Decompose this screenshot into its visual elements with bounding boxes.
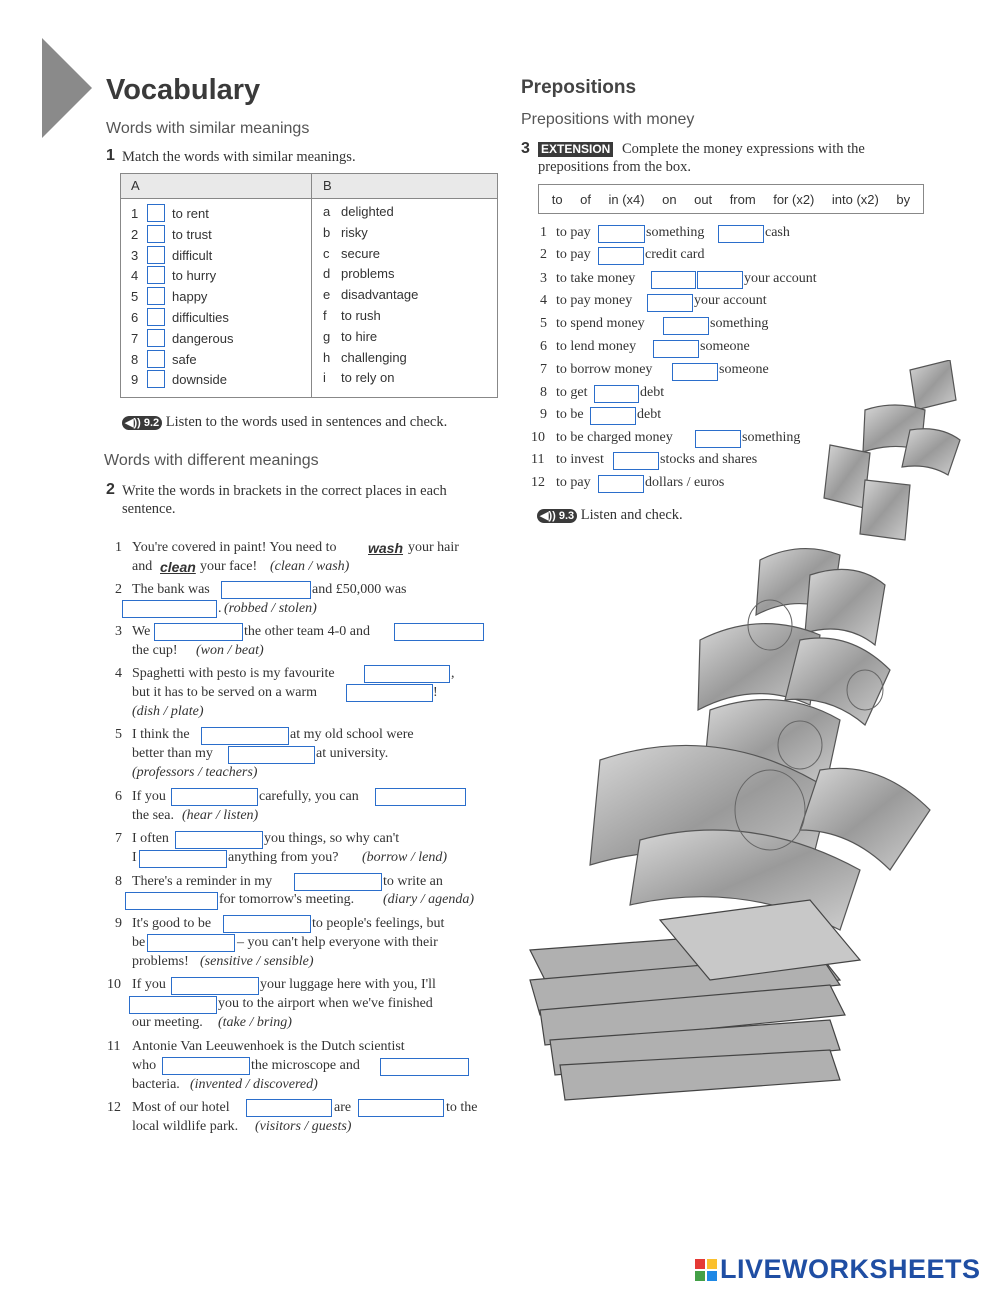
sentence-text: . <box>218 601 222 616</box>
answer-input[interactable] <box>346 684 433 702</box>
item-text: debt <box>640 385 665 400</box>
sentence-text: It's good to be <box>132 916 212 931</box>
column-b-word: to rely on <box>341 370 395 386</box>
answer-input[interactable] <box>697 271 743 289</box>
sentence-number: 4 <box>115 666 122 681</box>
audio-track-label: 9.3 <box>558 510 575 522</box>
item-number: 10 <box>531 430 545 445</box>
similar-meanings-subtitle: Words with similar meanings <box>106 120 310 137</box>
vocabulary-title: Vocabulary <box>106 74 261 106</box>
row-letter: a <box>323 204 331 219</box>
row-number: 2 <box>131 226 139 242</box>
extension-label: EXTENSION <box>538 142 613 157</box>
sentence-text: local wildlife park. <box>132 1119 239 1134</box>
item-text: something <box>710 316 769 331</box>
sentence-number: 9 <box>115 916 122 931</box>
answer-input[interactable] <box>246 1099 332 1117</box>
item-number: 9 <box>540 407 547 422</box>
word-hint: (clean / wash) <box>270 559 350 574</box>
item-text: someone <box>700 339 750 354</box>
exercise-1-number: 1 <box>106 147 115 164</box>
sentence-text: You're covered in paint! You need to <box>132 540 337 555</box>
sentence-text: our meeting. <box>132 1015 203 1030</box>
item-text: to pay <box>556 247 591 262</box>
audio-icon[interactable]: ◀)) 9.3 <box>537 509 577 523</box>
sentence-text: better than my <box>132 746 213 761</box>
item-text: to be <box>556 407 584 422</box>
column-b-word: to rush <box>341 308 381 323</box>
match-answer-box[interactable] <box>147 329 165 347</box>
answer-input[interactable] <box>651 271 696 289</box>
sentence-text: If you <box>132 789 166 804</box>
example-answer: wash <box>368 540 404 556</box>
item-text: to pay <box>556 225 591 240</box>
sentence-text: There's a reminder in my <box>132 874 273 889</box>
item-text: to get <box>556 385 588 400</box>
liveworksheets-logo <box>695 1254 981 1285</box>
match-answer-box[interactable] <box>147 225 165 243</box>
column-a-word: difficult <box>172 247 213 263</box>
example-answer: clean <box>160 559 196 575</box>
table-divider <box>311 174 312 397</box>
preposition-word-list <box>539 185 923 213</box>
row-letter: b <box>323 224 331 240</box>
column-b-word: challenging <box>341 349 407 365</box>
item-number: 7 <box>540 362 547 377</box>
word-hint: (robbed / stolen) <box>224 601 317 616</box>
answer-input[interactable] <box>122 600 217 618</box>
row-number: 9 <box>131 372 139 388</box>
item-number: 12 <box>531 475 545 490</box>
sentence-text: We <box>132 624 151 639</box>
sentence-text: , <box>451 666 455 681</box>
match-answer-box[interactable] <box>147 204 165 222</box>
table-header <box>121 174 497 199</box>
sentence-text: to the <box>446 1100 478 1115</box>
sentence-text: bacteria. <box>132 1077 180 1092</box>
item-number: 2 <box>540 247 547 262</box>
word-hint: (sensitive / sensible) <box>200 954 314 969</box>
sentence-text: the other team 4-0 and <box>244 624 370 639</box>
exercise-2-instruction-line1: Write the words in brackets in the correct places in each <box>122 483 447 499</box>
match-answer-box[interactable] <box>147 246 165 264</box>
sentence-number: 10 <box>107 977 121 992</box>
sentence-text: problems! <box>132 954 189 969</box>
sentence-text: Most of our hotel <box>132 1100 230 1115</box>
answer-input[interactable] <box>598 225 645 243</box>
item-text: stocks and shares <box>660 452 758 467</box>
column-a-word: happy <box>172 289 208 305</box>
answer-input[interactable] <box>598 247 644 265</box>
sentence-text: the microscope and <box>251 1058 360 1073</box>
word-hint: (visitors / guests) <box>255 1119 352 1134</box>
column-a-word: difficulties <box>172 310 229 325</box>
row-letter: d <box>323 266 331 282</box>
item-text: something <box>742 430 801 445</box>
answer-input[interactable] <box>375 788 466 806</box>
preposition-word: into (x2) <box>831 191 879 207</box>
word-hint: (take / bring) <box>218 1015 292 1030</box>
column-b-word: risky <box>341 224 368 240</box>
column-a-header: A <box>131 178 140 193</box>
answer-input[interactable] <box>125 892 218 910</box>
row-number: 1 <box>131 206 139 221</box>
answer-input[interactable] <box>294 873 382 891</box>
column-b-word: to hire <box>341 328 378 344</box>
item-text: dollars / euros <box>645 475 725 490</box>
exercise-3-instruction-line2: prepositions from the box. <box>538 159 692 175</box>
answer-input[interactable] <box>139 850 227 868</box>
sentence-text: be <box>132 935 146 950</box>
match-answer-box[interactable] <box>147 308 165 326</box>
preposition-word: out <box>694 191 713 207</box>
column-b-word: secure <box>341 245 381 261</box>
answer-input[interactable] <box>129 996 217 1014</box>
answer-input[interactable] <box>718 225 764 243</box>
sentence-text: carefully, you can <box>259 789 359 804</box>
column-a-word: downside <box>172 372 227 388</box>
preposition-word: from <box>729 191 756 207</box>
row-letter: c <box>323 245 330 261</box>
logo-text: LIVEWORKSHEETS <box>720 1254 981 1284</box>
match-answer-box[interactable] <box>147 350 165 368</box>
word-hint: (diary / agenda) <box>383 892 474 907</box>
exercise-3-number: 3 <box>521 140 530 157</box>
item-text: cash <box>765 225 790 240</box>
sentence-text: and £50,000 was <box>312 582 407 597</box>
sentence-text: your luggage here with you, I'll <box>260 977 436 992</box>
sentence-text: your hair <box>408 540 459 555</box>
answer-input[interactable] <box>162 1057 250 1075</box>
sentence-text: Antonie Van Leeuwenhoek is the Dutch scientist <box>132 1039 405 1054</box>
listen-check-1 <box>122 414 447 431</box>
listen-instruction: Listen to the words used in sentences and check. <box>165 414 448 430</box>
sentence-text: the sea. <box>132 808 174 823</box>
item-text: to invest <box>556 452 604 467</box>
answer-input[interactable] <box>380 1058 469 1076</box>
item-number: 4 <box>540 293 547 308</box>
preposition-word: of <box>580 191 591 207</box>
item-text: to be charged money <box>556 430 673 445</box>
item-number: 5 <box>540 316 547 331</box>
row-number: 6 <box>131 310 139 325</box>
item-number: 3 <box>540 271 547 286</box>
row-number: 7 <box>131 330 139 346</box>
answer-input[interactable] <box>171 977 259 995</box>
item-number: 1 <box>540 225 547 240</box>
preposition-word: on <box>662 191 677 207</box>
exercise-2-instruction-line2: sentence. <box>122 501 176 517</box>
answer-input[interactable] <box>221 581 311 599</box>
item-text: to spend money <box>556 316 645 331</box>
answer-input[interactable] <box>394 623 484 641</box>
sentence-number: 8 <box>115 874 122 889</box>
sentence-text: If you <box>132 977 166 992</box>
sentence-number: 7 <box>115 831 122 846</box>
word-hint: (borrow / lend) <box>362 850 448 865</box>
audio-track-label: 9.2 <box>143 417 160 429</box>
sentence-text: ! <box>433 685 438 700</box>
sentence-text: to write an <box>383 874 443 889</box>
sentence-number: 11 <box>107 1039 121 1054</box>
sentence-text: are <box>334 1100 352 1115</box>
column-b-word: problems <box>341 266 395 282</box>
preposition-word: by <box>896 191 911 207</box>
item-text: credit card <box>645 247 705 262</box>
answer-input[interactable] <box>663 317 709 335</box>
sentence-text: you to the airport when we've finished <box>218 996 433 1011</box>
column-b-header: B <box>323 178 332 193</box>
row-number: 8 <box>131 351 139 367</box>
sentence-text: – you can't help everyone with their <box>237 935 438 950</box>
word-hint: (hear / listen) <box>182 808 259 823</box>
match-answer-box[interactable] <box>147 370 165 388</box>
prepositions-subtitle: Prepositions with money <box>521 111 695 128</box>
sentence-text: anything from you? <box>228 850 339 865</box>
sentence-text: and <box>132 559 153 574</box>
prepositions-title: Prepositions <box>521 77 637 98</box>
money-illustration <box>520 360 970 1160</box>
answer-input[interactable] <box>364 665 450 683</box>
column-a-word: to rent <box>172 206 209 221</box>
column-a-word: to hurry <box>172 268 217 284</box>
match-answer-box[interactable] <box>147 287 165 305</box>
logo-icon <box>695 1259 717 1281</box>
column-a-word: to trust <box>172 226 212 242</box>
answer-input[interactable] <box>175 831 263 849</box>
row-letter: h <box>323 349 331 365</box>
answer-input[interactable] <box>653 340 699 358</box>
item-text: your account <box>744 271 817 286</box>
item-text: to borrow money <box>556 362 653 377</box>
sentence-text: I <box>132 850 137 865</box>
sentence-text: you things, so why can't <box>264 831 400 846</box>
item-text: someone <box>719 362 769 377</box>
row-letter: f <box>323 308 327 323</box>
sentence-text: Spaghetti with pesto is my favourite <box>132 666 335 681</box>
answer-input[interactable] <box>171 788 258 806</box>
sentence-text: to people's feelings, but <box>312 916 445 931</box>
row-letter: g <box>323 328 331 344</box>
sentence-text: The bank was <box>132 582 210 597</box>
sentence-text: who <box>132 1058 157 1073</box>
preposition-word: to <box>551 191 563 207</box>
sentence-number: 6 <box>115 789 122 804</box>
item-text: to lend money <box>556 339 637 354</box>
preposition-word: in (x4) <box>608 191 645 207</box>
sentence-text: I think the <box>132 727 190 742</box>
row-letter: e <box>323 287 331 303</box>
sentence-text: for tomorrow's meeting. <box>219 892 355 907</box>
audio-icon[interactable]: ◀)) 9.2 <box>122 416 162 430</box>
preposition-word-box <box>538 184 924 214</box>
item-number: 8 <box>540 385 547 400</box>
row-number: 3 <box>131 247 139 263</box>
answer-input[interactable] <box>228 746 315 764</box>
item-text: to pay money <box>556 293 633 308</box>
answer-input[interactable] <box>647 294 693 312</box>
sentence-text: your face! <box>200 559 258 574</box>
word-hint: (won / beat) <box>196 643 264 658</box>
item-text: something <box>646 225 705 240</box>
sentence-number: 1 <box>115 540 122 555</box>
row-letter: i <box>323 370 326 386</box>
listen-instruction: Listen and check. <box>580 507 683 523</box>
sentence-number: 5 <box>115 727 122 742</box>
item-text: to pay <box>556 475 591 490</box>
sentence-text: at my old school were <box>290 727 414 742</box>
column-b-word: delighted <box>341 204 394 219</box>
item-text: debt <box>637 407 662 422</box>
item-text: to take money <box>556 271 636 286</box>
sentence-number: 2 <box>115 582 122 597</box>
section-arrow-decoration <box>42 38 92 138</box>
exercise-2-number: 2 <box>106 481 115 498</box>
word-hint: (professors / teachers) <box>132 765 258 780</box>
sentence-text: at university. <box>316 746 389 761</box>
item-text: your account <box>694 293 767 308</box>
column-a-word: safe <box>172 351 197 367</box>
column-a-word: dangerous <box>172 330 234 346</box>
column-b-word: disadvantage <box>341 287 419 303</box>
answer-input[interactable] <box>358 1099 444 1117</box>
exercise-1-instruction: Match the words with similar meanings. <box>122 149 356 165</box>
row-number: 5 <box>131 289 139 305</box>
answer-input[interactable] <box>147 934 235 952</box>
preposition-word: for (x2) <box>773 191 815 207</box>
answer-input[interactable] <box>201 727 289 745</box>
item-number: 6 <box>540 339 547 354</box>
exercise-3-instruction-line1: Complete the money expressions with the <box>622 141 865 157</box>
row-number: 4 <box>131 268 139 284</box>
different-meanings-subtitle: Words with different meanings <box>104 452 319 469</box>
match-answer-box[interactable] <box>147 266 165 284</box>
item-number: 11 <box>531 452 545 467</box>
answer-input[interactable] <box>223 915 311 933</box>
sentence-number: 3 <box>115 624 122 639</box>
sentence-text: the cup! <box>132 643 178 658</box>
answer-input[interactable] <box>154 623 243 641</box>
word-hint: (invented / discovered) <box>190 1077 318 1092</box>
sentence-text: I often <box>132 831 169 846</box>
extension-badge <box>538 140 613 158</box>
sentence-number: 12 <box>107 1100 121 1115</box>
word-hint: (dish / plate) <box>132 704 204 719</box>
sentence-text: but it has to be served on a warm <box>132 685 318 700</box>
